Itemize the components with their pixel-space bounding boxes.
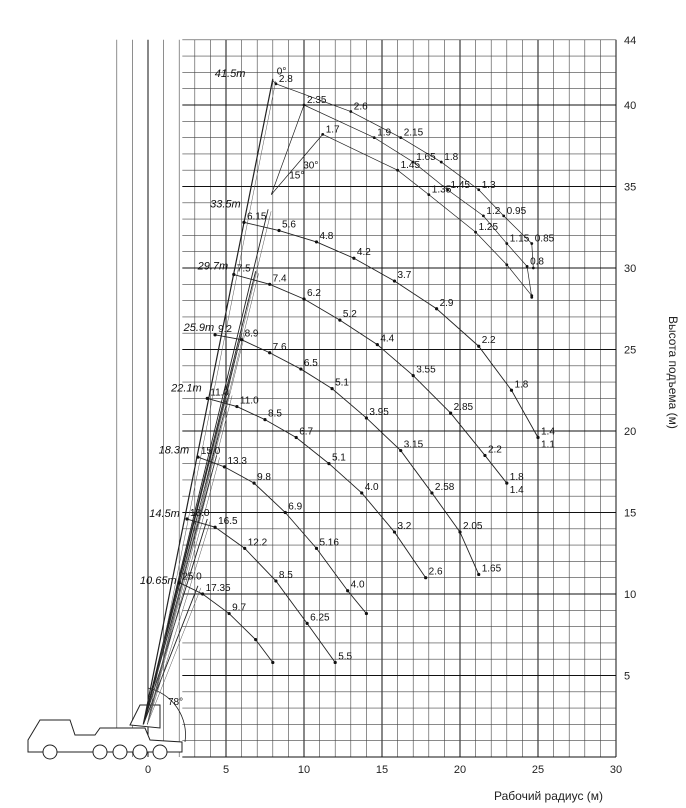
load-point xyxy=(424,576,427,579)
load-point xyxy=(235,405,238,408)
load-value-label: 1.8 xyxy=(509,472,524,484)
load-value-label: 4.4 xyxy=(380,333,395,345)
load-value-label: 1.1 xyxy=(541,439,555,451)
boom-length-label: 18.3m xyxy=(158,444,190,457)
load-value-label: 8.5 xyxy=(278,569,293,581)
load-value-label: 4.0 xyxy=(350,579,365,591)
jib-point xyxy=(474,231,477,234)
load-value-label: 6.7 xyxy=(299,426,314,438)
load-point xyxy=(302,297,305,300)
load-point xyxy=(228,612,231,615)
load-value-label: 5.1 xyxy=(331,452,346,464)
load-curve xyxy=(207,395,425,577)
load-point xyxy=(263,418,266,421)
load-point xyxy=(240,338,243,341)
load-value-label: 9.8 xyxy=(257,472,271,484)
load-point xyxy=(376,343,379,346)
y-tick-label: 30 xyxy=(624,263,637,275)
load-value-label: 1.4 xyxy=(509,485,524,497)
boom-length-label: 22.1m xyxy=(171,382,202,395)
load-value-label: 6.2 xyxy=(307,287,321,299)
boom-length-label: 41.5m xyxy=(214,67,246,80)
x-axis-title: Рабочий радиус (м) xyxy=(494,789,604,803)
jib-angle-label: 0° xyxy=(276,66,287,78)
load-point xyxy=(360,491,363,494)
load-value-label: 2.2 xyxy=(481,335,496,347)
load-value-label: 9.7 xyxy=(232,602,247,614)
crane-wheel xyxy=(113,745,127,759)
y-tick-label: 35 xyxy=(624,181,637,194)
y-axis-title: Высота подъема (м) xyxy=(666,316,680,429)
jib-point xyxy=(505,242,508,245)
load-value-label: 2.9 xyxy=(439,297,454,309)
jib-point xyxy=(477,188,480,191)
jib-value-label: 2.6 xyxy=(353,101,368,113)
jib-value-label: 0.85 xyxy=(534,233,555,245)
jib-point xyxy=(530,242,533,245)
boom-line-inner xyxy=(147,211,271,724)
jib-value-label: 1.3 xyxy=(481,179,496,191)
jib-point xyxy=(275,82,278,85)
load-point xyxy=(399,449,402,452)
load-point xyxy=(477,345,480,348)
jib-value-label: 1.8 xyxy=(444,152,459,164)
jib-point xyxy=(321,133,324,136)
load-value-label: 8.9 xyxy=(244,328,259,340)
load-point xyxy=(458,530,461,533)
jib-value-label: 1.9 xyxy=(377,127,392,139)
load-value-label: 11.0 xyxy=(210,387,230,399)
jib-value-label: 1.65 xyxy=(416,152,436,164)
crane-wheel xyxy=(133,745,147,759)
jib-value-label: 2.35 xyxy=(307,95,327,106)
jib-point xyxy=(482,214,485,217)
load-value-label: 5.5 xyxy=(338,651,353,663)
load-point xyxy=(510,389,513,392)
y-tick-label: 44 xyxy=(624,34,637,47)
load-value-label: 2.58 xyxy=(434,481,455,493)
load-point xyxy=(213,526,216,529)
load-value-label: 6.15 xyxy=(246,211,267,223)
load-value-label: 3.2 xyxy=(397,521,412,533)
jib-value-label: 1.45 xyxy=(400,160,421,172)
load-point xyxy=(232,273,235,276)
load-point xyxy=(449,411,452,414)
jib-angle-label: 15° xyxy=(289,170,305,182)
load-point xyxy=(393,279,396,282)
load-point xyxy=(330,387,333,390)
load-point xyxy=(430,491,433,494)
load-value-label: 5.2 xyxy=(342,309,357,321)
load-value-label: 18.0 xyxy=(190,508,210,520)
load-value-label: 1.4 xyxy=(541,426,555,438)
load-value-label: 25.0 xyxy=(182,571,202,583)
load-value-label: 8.5 xyxy=(268,408,282,420)
jib-value-label: 1.25 xyxy=(478,222,499,234)
boom-angle-label: 78° xyxy=(168,697,184,708)
chart-grid xyxy=(117,40,616,757)
jib-value-label: 1.35 xyxy=(431,184,452,196)
load-value-label: 17.35 xyxy=(205,583,231,594)
load-point xyxy=(284,511,287,514)
x-tick-label: 10 xyxy=(297,764,311,776)
load-value-label: 4.8 xyxy=(319,230,334,242)
load-point xyxy=(365,416,368,419)
load-point xyxy=(201,592,204,595)
x-tick-label: 30 xyxy=(609,764,623,776)
jib-point xyxy=(530,294,533,297)
load-point xyxy=(243,547,246,550)
boom-length-label: 14.5m xyxy=(149,508,180,521)
load-value-label: 6.5 xyxy=(303,358,318,370)
load-point xyxy=(338,319,341,322)
load-value-label: 3.7 xyxy=(397,270,412,282)
boom-length-label: 33.5m xyxy=(210,198,241,211)
jib-value-label: 1.7 xyxy=(325,124,340,136)
boom-length-label: 25.9m xyxy=(183,322,215,335)
jib-point xyxy=(303,104,306,107)
load-point xyxy=(327,462,330,465)
boom-line-inner xyxy=(147,521,210,724)
load-point xyxy=(277,229,280,232)
load-value-label: 15.0 xyxy=(200,446,221,458)
jib-value-label: 1.45 xyxy=(450,179,470,191)
load-value-label: 7.5 xyxy=(236,263,251,275)
jib-point xyxy=(396,169,399,172)
jib-point xyxy=(526,265,529,268)
boom-line xyxy=(143,209,268,724)
load-value-label: 3.55 xyxy=(416,364,436,376)
crane-wheel xyxy=(153,745,167,759)
crane-wheel xyxy=(43,745,57,759)
load-value-label: 2.2 xyxy=(487,444,502,456)
load-value-label: 9.2 xyxy=(218,323,232,335)
x-tick-label: 20 xyxy=(453,764,467,776)
load-curve xyxy=(244,219,538,437)
load-point xyxy=(536,436,539,439)
jib-value-label: 1.15 xyxy=(509,233,530,245)
load-point xyxy=(315,240,318,243)
crane-vehicle xyxy=(28,688,186,759)
load-point xyxy=(477,573,480,576)
load-value-label: 2.85 xyxy=(453,402,474,414)
jib-point xyxy=(399,136,402,139)
load-point xyxy=(271,661,274,664)
x-tick-label: 0 xyxy=(144,764,152,776)
load-point xyxy=(412,374,415,377)
jib-value-label: 2.8 xyxy=(278,73,293,85)
load-value-label: 2.6 xyxy=(428,566,443,578)
jib-point xyxy=(440,161,443,164)
load-point xyxy=(242,221,245,224)
load-value-label: 6.25 xyxy=(310,612,330,624)
x-tick-label: 25 xyxy=(531,764,545,776)
load-value-label: 6.9 xyxy=(288,501,303,513)
load-value-label: 1.65 xyxy=(481,563,502,575)
load-point xyxy=(306,622,309,625)
load-value-label: 12.2 xyxy=(247,537,268,549)
load-value-label: 5.16 xyxy=(319,537,339,549)
load-point xyxy=(206,397,209,400)
x-tick-label: 15 xyxy=(375,764,389,776)
jib-value-label: 0.95 xyxy=(506,205,527,217)
load-point xyxy=(223,465,226,468)
load-point xyxy=(178,581,181,584)
load-value-label: 5.6 xyxy=(282,219,296,231)
load-point xyxy=(274,579,277,582)
load-point xyxy=(435,307,438,310)
load-point xyxy=(299,367,302,370)
x-tick-label: 5 xyxy=(222,764,230,776)
load-point xyxy=(185,517,188,520)
load-value-label: 7.6 xyxy=(272,341,287,353)
jib-point xyxy=(373,136,376,139)
load-point xyxy=(334,661,337,664)
load-curve xyxy=(234,275,507,484)
jib-point xyxy=(502,214,505,217)
jib-point xyxy=(427,193,430,196)
load-value-label: 5.1 xyxy=(335,377,349,389)
load-point xyxy=(196,455,199,458)
crane-wheel xyxy=(93,745,107,759)
jib-point xyxy=(349,110,352,113)
jib-angle-label: 30° xyxy=(303,160,319,172)
load-value-label: 4.2 xyxy=(356,247,371,259)
jib-value-label: 0.8 xyxy=(530,256,544,268)
jib-point xyxy=(505,263,508,266)
y-tick-label: 20 xyxy=(624,426,637,438)
axis-ticks xyxy=(145,35,636,776)
load-point xyxy=(252,482,255,485)
load-value-label: 2.05 xyxy=(463,521,483,533)
load-value-label: 1.8 xyxy=(514,379,529,391)
load-point xyxy=(315,547,318,550)
y-tick-label: 5 xyxy=(624,670,631,683)
load-point xyxy=(483,454,486,457)
jib-value-label: 1.2 xyxy=(486,205,501,217)
y-tick-label: 10 xyxy=(624,589,637,601)
load-value-label: 7.4 xyxy=(272,273,287,285)
y-tick-label: 25 xyxy=(624,344,637,357)
load-point xyxy=(352,257,355,260)
jib-value-label: 2.15 xyxy=(403,127,424,139)
load-value-label: 3.95 xyxy=(369,406,389,418)
load-value-label: 4.0 xyxy=(364,481,379,493)
load-point xyxy=(213,333,216,336)
y-tick-label: 15 xyxy=(624,507,637,520)
load-point xyxy=(268,283,271,286)
y-tick-label: 40 xyxy=(624,100,637,112)
load-point xyxy=(295,436,298,439)
load-value-label: 11.0 xyxy=(239,395,259,407)
boom-length-label: 29.7m xyxy=(197,260,229,273)
load-point xyxy=(346,589,349,592)
load-value-label: 3.15 xyxy=(403,439,424,451)
load-point xyxy=(254,638,257,641)
load-value-label: 16.5 xyxy=(218,516,238,528)
load-point xyxy=(505,482,508,485)
load-point xyxy=(365,612,368,615)
load-point xyxy=(268,351,271,354)
load-value-label: 13.3 xyxy=(227,455,247,467)
boom-length-label: 10.65m xyxy=(139,574,177,587)
load-point xyxy=(393,530,396,533)
